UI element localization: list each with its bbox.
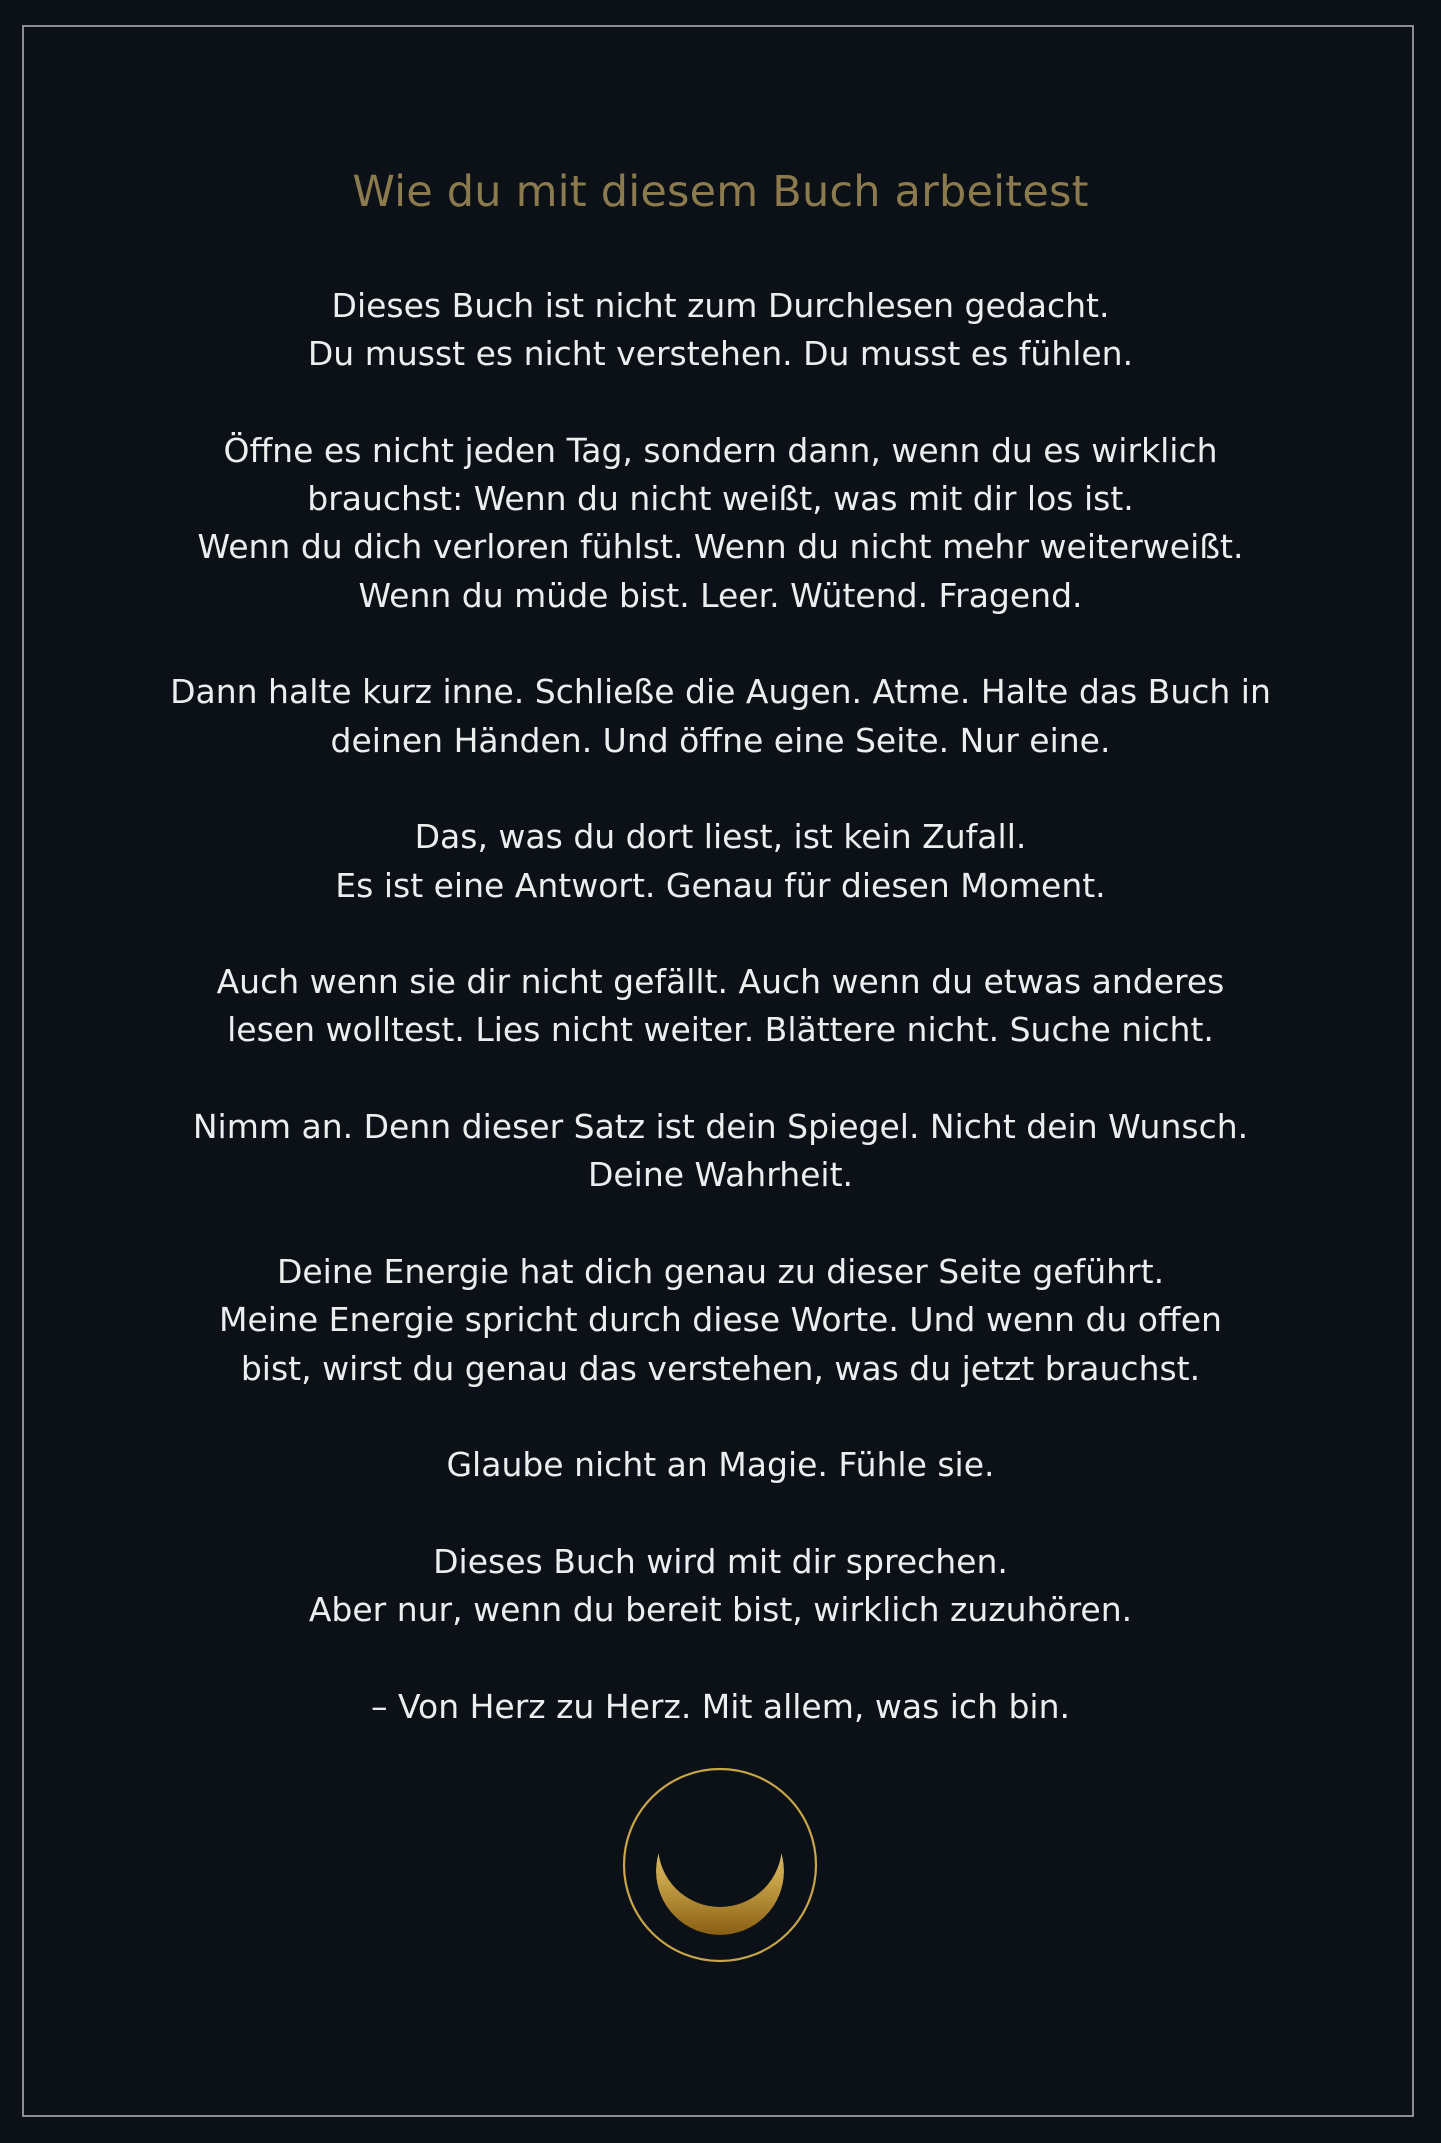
crescent-moon-icon bbox=[622, 1767, 818, 1963]
signature-line bbox=[0, 1683, 1441, 1731]
text-line: Deine Energie hat dich genau zu dieser Seite geführt. bbox=[276, 1251, 1165, 1291]
text-line: Deine Wahrheit. bbox=[587, 1155, 854, 1195]
text-line: Auch wenn sie dir nicht gefällt. Auch wenn du etwas anderes bbox=[216, 962, 1225, 1002]
page-title: Wie du mit diesem Buch arbeitest bbox=[352, 167, 1089, 217]
text-line: Dieses Buch wird mit dir sprechen. bbox=[433, 1541, 1008, 1581]
text-line: Meine Energie spricht durch diese Worte. Und wenn du offen bbox=[219, 1300, 1222, 1340]
text-line: Dieses Buch ist nicht zum Durchlesen gedacht. bbox=[331, 286, 1110, 325]
text-line: Das, was du dort liest, ist kein Zufall. bbox=[414, 817, 1027, 857]
crescent-moon-shape bbox=[656, 1807, 784, 1935]
paragraph bbox=[0, 282, 1441, 379]
paragraph bbox=[0, 1248, 1441, 1393]
text-line: lesen wolltest. Lies nicht weiter. Blättere nicht. Suche nicht. bbox=[227, 1010, 1214, 1050]
body-text bbox=[0, 282, 1441, 1779]
paragraph bbox=[0, 427, 1441, 620]
text-line: Dann halte kurz inne. Schließe die Augen. Atme. Halte das Buch in bbox=[170, 672, 1271, 712]
paragraph bbox=[0, 1441, 1441, 1489]
text-line: Wenn du dich verloren fühlst. Wenn du nicht mehr weiterweißt. bbox=[197, 527, 1244, 567]
text-line: bist, wirst du genau das verstehen, was du jetzt brauchst. bbox=[240, 1348, 1201, 1388]
paragraph bbox=[0, 813, 1441, 910]
text-line: brauchst: Wenn du nicht weißt, was mit dir los ist. bbox=[307, 479, 1134, 519]
text-line: Du musst es nicht verstehen. Du musst es fühlen. bbox=[307, 334, 1134, 374]
text-line: Glaube nicht an Magie. Fühle sie. bbox=[446, 1445, 995, 1485]
paragraph bbox=[0, 1538, 1441, 1635]
text-line: Es ist eine Antwort. Genau für diesen Moment. bbox=[335, 865, 1106, 905]
paragraph bbox=[0, 668, 1441, 765]
text-line: Nimm an. Denn dieser Satz ist dein Spiegel. Nicht dein Wunsch. bbox=[192, 1107, 1249, 1147]
text-line: Aber nur, wenn du bereit bist, wirklich zuzuhören. bbox=[308, 1590, 1133, 1630]
text-line: deinen Händen. Und öffne eine Seite. Nur eine. bbox=[330, 720, 1111, 760]
text-line: – Von Herz zu Herz. Mit allem, was ich bin. bbox=[371, 1686, 1070, 1726]
text-line: Wenn du müde bist. Leer. Wütend. Fragend. bbox=[358, 575, 1083, 615]
paragraph bbox=[0, 1103, 1441, 1200]
text-line: Öffne es nicht jeden Tag, sondern dann, wenn du es wirklich bbox=[223, 430, 1218, 470]
paragraph bbox=[0, 958, 1441, 1055]
